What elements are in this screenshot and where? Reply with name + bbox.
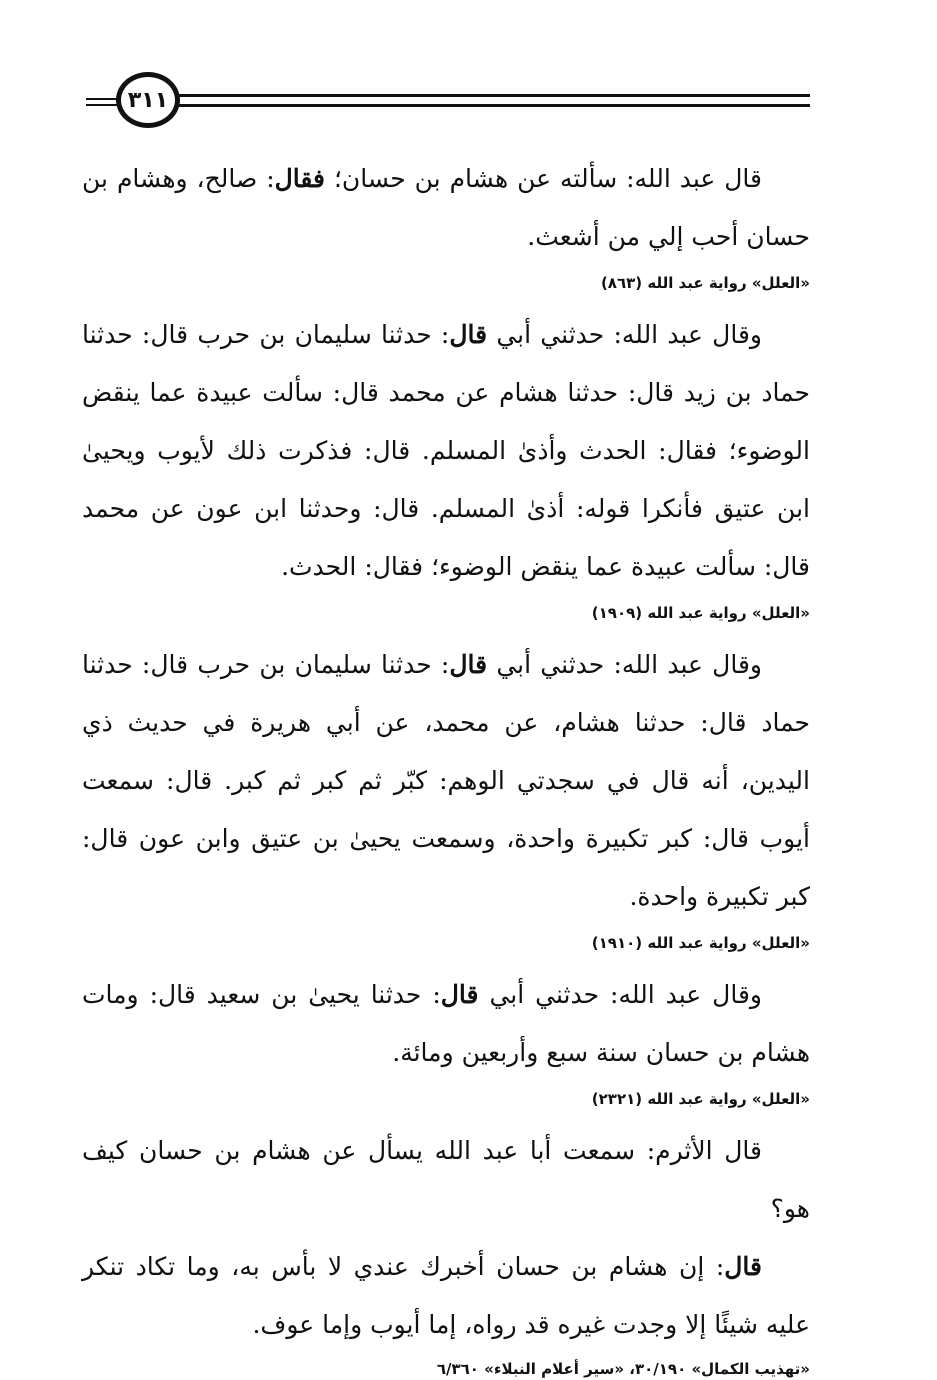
paragraph-3: وقال عبد الله: حدثني أبي قال: حدثنا سليمان بن حرب قال: حدثنا حماد قال: حدثنا هشام، عن محمد، عن أبي هريرة في حديث ذي اليدين، أنه قال في سجدتي الوهم: كبّر ثم كبر ثم كبر. قال: سمعت أيوب قال: كبر تكبيرة واحدة، وسمعت يحيىٰ بن عتيق وابن عون قال: كبر تكبيرة واحدة.: [82, 650, 810, 911]
paragraph-2: وقال عبد الله: حدثني أبي قال: حدثنا سليمان بن حرب قال: حدثنا حماد بن زيد قال: حدثنا هشام عن محمد قال: سألت عبيدة عما ينقض الوضوء؛ فقال: الحدث وأذىٰ المسلم. قال: فذكرت ذلك لأيوب ويحيىٰ ابن عتيق فأنكرا قوله: أذىٰ المسلم. قال: وحدثنا ابن عون عن محمد قال: سألت عبيدة عما ينقض الوضوء؛ فقال: الحدث.: [82, 320, 810, 581]
citation-3: «العلل» رواية عبد الله (١٩١٠): [591, 934, 810, 952]
header-rule-left-2: [86, 104, 120, 106]
footnote-references: «تهذيب الكمال» ٣٠/١٩٠، «سير أعلام النبلاء» ٦/٣٦٠: [436, 1360, 810, 1378]
header-rule-right: [176, 94, 810, 97]
page-number: ٣١١: [116, 72, 180, 128]
header-rule-right-2: [176, 104, 810, 107]
paragraph-1: قال عبد الله: سألته عن هشام بن حسان؛ فقال: صالح، وهشام بن حسان أحب إلي من أشعث.: [82, 164, 810, 251]
citation-1: «العلل» رواية عبد الله (٨٦٣): [600, 274, 810, 292]
athram-answer: قال: إن هشام بن حسان أخبرك عندي لا بأس به، وما تكاد تنكر عليه شيئًا إلا وجدت غيره قد رواه، إما أيوب وإما عوف.: [82, 1252, 810, 1339]
header-rule-left: [86, 98, 120, 100]
page-header: [86, 72, 810, 134]
athram-question: قال الأثرم: سمعت أبا عبد الله يسأل عن هشام بن حسان كيف هو؟: [82, 1136, 810, 1223]
citation-4: «العلل» رواية عبد الله (٢٣٢١): [591, 1090, 810, 1108]
page-content: [82, 150, 810, 1380]
citation-2: «العلل» رواية عبد الله (١٩٠٩): [591, 604, 810, 622]
paragraph-4: وقال عبد الله: حدثني أبي قال: حدثنا يحيىٰ بن سعيد قال: ومات هشام بن حسان سنة سبع وأربعين ومائة.: [82, 980, 810, 1067]
